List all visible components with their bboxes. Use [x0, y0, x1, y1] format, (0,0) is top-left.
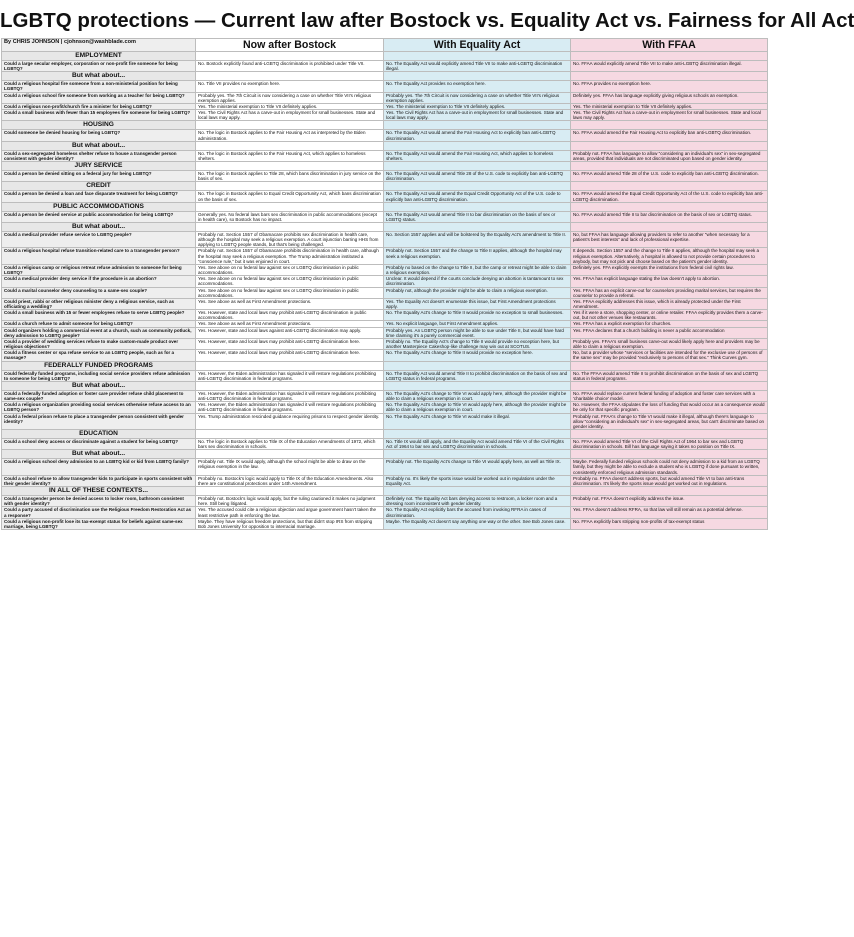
answer-bostock: No. Bostock explicitly found anti-LGBTQ discrimination is prohibited under Title VII. — [196, 61, 384, 72]
answer-ffaa: No. FFAA would amend Title 28 of the U.S. code to explicitly ban anti-LGBTQ discrimination. — [571, 171, 768, 182]
question-cell: Could organizers holding a commercial event at a church, such as community potluck, deny admission to LGBTQ people? — [2, 327, 196, 338]
empty-cell — [196, 182, 384, 191]
question-cell: Could a religious school fire someone from working as a teacher for being LGBTQ? — [2, 92, 196, 103]
section-heading: FEDERALLY FUNDED PROGRAMS — [2, 361, 196, 370]
answer-bostock: Yes. See above as well as First Amendment protections. — [196, 321, 384, 327]
section-heading: CREDIT — [2, 182, 196, 191]
section-row — [2, 429, 768, 438]
answer-ffaa: No. FFAA explicitly bars stripping non-profits of tax-exempt status — [571, 518, 768, 529]
answer-equality-act: Yes. The ministerial exemption to Title VII definitely applies. — [384, 103, 571, 109]
table-row — [2, 248, 768, 264]
answer-bostock: No. The logic in Bostock applies to the Fair Housing Act as interpreted by the Biden administration. — [196, 130, 384, 141]
header-row — [2, 39, 768, 52]
section-heading: But what about... — [2, 141, 196, 150]
question-cell: Could a federal prison refuse to place a transgender person consistent with gender identity? — [2, 413, 196, 429]
section-row — [2, 381, 768, 390]
answer-bostock: Yes. Trump administration rescinded guidance requiring prisons to respect gender identity. — [196, 413, 384, 429]
question-cell: Could a religious hospital fire someone from a non-ministerial position for being LGBTQ? — [2, 81, 196, 92]
table-row — [2, 191, 768, 202]
table-row — [2, 264, 768, 275]
answer-ffaa: Probably not. FFAA doesn't explicitly address the issue. — [571, 496, 768, 507]
answer-ffaa: Yes. The ministerial exemption to Title VII definitely applies. — [571, 103, 768, 109]
question-cell: Could a religious non-profit/church fire a minister for being LGBTQ? — [2, 103, 196, 109]
empty-cell — [196, 162, 384, 171]
answer-bostock: Yes. The ministerial exemption to Title VII definitely applies. — [196, 103, 384, 109]
empty-cell — [571, 72, 768, 81]
table-row — [2, 507, 768, 518]
question-cell: Could a fitness center or spa refuse service to an LGBTQ people, such as for a massage? — [2, 350, 196, 361]
answer-bostock: Probably no. Bostock's logic would apply to Title IX of the Education Amendments. Also there are constitutional protections under 14th Amendment. — [196, 475, 384, 486]
answer-ffaa: Yes. FFAA has explicit language stating the law doesn't apply to abortion. — [571, 276, 768, 287]
question-cell: Could a religious non-profit lose its tax-exempt status for beliefs against same-sex marriage, being LGBTQ? — [2, 518, 196, 529]
empty-cell — [384, 487, 571, 496]
answer-equality-act: No. The Equality Act would amend Title II to prohibit discrimination on the basis of sex and LGBTQ status in federal programs. — [384, 370, 571, 381]
section-heading: JURY SERVICE — [2, 162, 196, 171]
table-body — [2, 39, 768, 530]
column-header-bostock: Now after Bostock — [196, 39, 384, 52]
empty-cell — [571, 182, 768, 191]
table-row — [2, 496, 768, 507]
answer-equality-act: No. The Equality Act would amend the Fair Housing Act, which applies to homeless shelters. — [384, 150, 571, 161]
section-row — [2, 222, 768, 231]
answer-bostock: Probably not. Title IX would apply, although the school might be able to draw on the religious exemption in the law. — [196, 459, 384, 475]
table-row — [2, 459, 768, 475]
section-heading: PUBLIC ACCOMMODATIONS — [2, 202, 196, 211]
table-row — [2, 390, 768, 401]
table-row — [2, 81, 768, 92]
empty-cell — [384, 182, 571, 191]
answer-equality-act: Probably no. It's likely the sports issue would be worked out in regulations under the Equality Act. — [384, 475, 571, 486]
empty-cell — [571, 429, 768, 438]
answer-ffaa: Yes. FFAA declares that a church building is never a public accommodation — [571, 327, 768, 338]
empty-cell — [384, 381, 571, 390]
answer-equality-act: Yes. The Civil Rights Act has a carve-out in employment for small businesses. State and local laws may apply. — [384, 110, 571, 121]
empty-cell — [384, 202, 571, 211]
question-cell: Could a marital counselor deny counseling to a same-sex couple? — [2, 287, 196, 298]
empty-cell — [196, 121, 384, 130]
answer-bostock: Yes. However, state and local laws may prohibit anti-LGBTQ discrimination in public accommodations. — [196, 310, 384, 321]
empty-cell — [196, 52, 384, 61]
section-heading: HOUSING — [2, 121, 196, 130]
section-row — [2, 487, 768, 496]
answer-ffaa: Probably not. FFAA's change to Title VI would make it illegal, although there's language to allow “considering an individual's sex” in sex-segregated areas, but can't discriminate based on gender identity. — [571, 413, 768, 429]
answer-equality-act: Unclear. It would depend if the courts conclude denying an abortion is tantamount to sex discrimination. — [384, 276, 571, 287]
answer-equality-act: No. The Equality Act's change to Title VI would make it illegal. — [384, 413, 571, 429]
table-row — [2, 518, 768, 529]
answer-bostock: No. The logic in Bostock applies to Title IX of the Education Amendments of 1972, which bars sex discrimination in schools. — [196, 438, 384, 449]
empty-cell — [384, 222, 571, 231]
question-cell: Could a large secular employer, corporation or non-profit fire someone for being LGBTQ? — [2, 61, 196, 72]
empty-cell — [571, 450, 768, 459]
empty-cell — [196, 222, 384, 231]
answer-bostock: Yes. See above on no federal law against sex or LGBTQ discrimination in public accommodations. — [196, 264, 384, 275]
table-row — [2, 310, 768, 321]
question-cell: Could federally funded programs, including social service providers refuse admission to someone for being LGBTQ? — [2, 370, 196, 381]
empty-cell — [571, 487, 768, 496]
empty-cell — [196, 381, 384, 390]
table-row — [2, 150, 768, 161]
answer-equality-act: No. The Equality Act's change to Title VI would apply here, although the provider might be able to claim a religious exemption in court. — [384, 402, 571, 413]
answer-equality-act: Probably no. The Equality Act's change to Title II would provide no exception here, but another Masterpiece Cakeshop-like challenge may win out at SCOTUS. — [384, 338, 571, 349]
section-heading: EDUCATION — [2, 429, 196, 438]
empty-cell — [196, 72, 384, 81]
question-cell: Could a federally funded adoption or foster care provider refuse child placement to same-sex couple? — [2, 390, 196, 401]
answer-ffaa: Yes. FFAA explicitly addresses this issue, which is already protected under the First Amendment. — [571, 298, 768, 309]
answer-ffaa: No, but a provider whose “services or facilities are intended for the exclusive use of persons of the same sex” may be provided “exclusively to persons of that sex.” Think Curves gym. — [571, 350, 768, 361]
answer-ffaa: No. FFAA would explicitly amend Title VII to make anti-LGBTQ discrimination illegal. — [571, 61, 768, 72]
section-heading: But what about... — [2, 450, 196, 459]
section-row — [2, 141, 768, 150]
answer-ffaa: Yes. FFAA doesn't address RFRA, so that law will still remain as a potential defense. — [571, 507, 768, 518]
table-row — [2, 211, 768, 222]
column-header-equality-act: With Equality Act — [384, 39, 571, 52]
empty-cell — [571, 141, 768, 150]
answer-ffaa: Yes if it were a store, shopping center, or online retailer. FFAA explicitly provides them a carve-out, but not other venues like restaurants. — [571, 310, 768, 321]
answer-equality-act: Probably not, although the provider might be able to claim a religious exemption. — [384, 287, 571, 298]
comparison-table — [1, 38, 768, 530]
section-row — [2, 450, 768, 459]
answer-equality-act: Probably yes. An LGBTQ person might be able to sue under Title II, but would have hard time claiming it's a purely commercial event. — [384, 327, 571, 338]
answer-bostock: Yes. See above as well as First Amendment protections. — [196, 298, 384, 309]
answer-bostock: Yes. However, the Biden administration has signaled it will restore regulations prohibiting anti-LGBTQ discrimination in federal programs. — [196, 402, 384, 413]
answer-bostock: Yes. See above on no federal law against sex or LGBTQ discrimination in public accommodations. — [196, 287, 384, 298]
empty-cell — [384, 162, 571, 171]
section-heading: But what about... — [2, 381, 196, 390]
section-heading: But what about... — [2, 222, 196, 231]
answer-equality-act: Yes. No explicit language, but First Amendment applies. — [384, 321, 571, 327]
answer-equality-act: No. The Equality Act would explicitly amend Title VII to make anti-LGBTQ discrimination illegal. — [384, 61, 571, 72]
empty-cell — [196, 141, 384, 150]
column-header-ffaa: With FFAA — [571, 39, 768, 52]
answer-ffaa: Definitely yes. FFA explicitly exempts the institutions from federal civil rights law. — [571, 264, 768, 275]
question-cell: Could a religious organization providing social services otherwise refuse access to an LGBTQ person? — [2, 402, 196, 413]
question-cell: Could priest, rabbi or other religious minister deny a religious service, such as officiating a wedding? — [2, 298, 196, 309]
page-title: LGBTQ protections — Current law after Bostock vs. Equality Act vs. Fairness for All Act — [0, 9, 854, 32]
answer-equality-act: Maybe. The Equality Act doesn't say anything one way or the other. See Bob Jones case. — [384, 518, 571, 529]
table-row — [2, 402, 768, 413]
question-cell: Could a small business with 15 or fewer employees refuse to serve LGBTQ people? — [2, 310, 196, 321]
answer-equality-act: No. The Equality Act explicitly bars the accused from invoking RFRA in cases of discrimination. — [384, 507, 571, 518]
answer-ffaa: No. FFAA would amend Title VI of the Civil Rights Act of 1964 to bar sex and LGBTQ discrimination in schools. Bill has language saying it takes no position on Title IX. — [571, 438, 768, 449]
answer-bostock: Yes. However, the Biden administration has signaled it will restore regulations prohibiting anti-LGBTQ discrimination in federal programs. — [196, 370, 384, 381]
answer-equality-act: No. The Equality Act's change to Title II would provide no exception here. — [384, 350, 571, 361]
question-cell: Could a religious hospital refuse transition-related care to a transgender person? — [2, 248, 196, 264]
answer-bostock: No. The logic in Bostock applies to Equal Credit Opportunity Act, which bans discrimination on the basis of sex. — [196, 191, 384, 202]
answer-bostock: Yes. However, state and local laws against anti-LGBTQ discrimination may apply. — [196, 327, 384, 338]
empty-cell — [571, 222, 768, 231]
table-row — [2, 475, 768, 486]
table-row — [2, 130, 768, 141]
answer-ffaa: No, but FFAA has language allowing providers to refer to another “when necessary for a patient's best interests” and lack of professional expertise. — [571, 231, 768, 247]
answer-equality-act: Probably not. Section 1557 and the change to Title II applies, although the hospital may seek a religious exemption. — [384, 248, 571, 264]
table-row — [2, 350, 768, 361]
answer-bostock: No. The logic in Bostock applies to Title 28, which bans discrimination in jury service on the basis of sex. — [196, 171, 384, 182]
question-cell: Could a school refuse to allow transgender kids to participate in sports consistent with their gender identity? — [2, 475, 196, 486]
answer-ffaa: Probably yes. FFAA's small business carve-out would likely apply here and providers may be able to claim a religious exemption. — [571, 338, 768, 349]
answer-equality-act: Probably yes. The 7th Circuit is now considering a case on whether Title VII's religious exemption applies. — [384, 92, 571, 103]
answer-equality-act: No. The Equality Act's change to Title VI would apply here, although the provider might be able to claim a religious exemption in court. — [384, 390, 571, 401]
answer-equality-act: No. The Equality Act would amend Title 28 of the U.S. code to explicitly ban anti-LGBTQ discrimination. — [384, 171, 571, 182]
empty-cell — [196, 487, 384, 496]
table-row — [2, 327, 768, 338]
answer-ffaa: No. However, the FFAA stipulates the loss of funding that would occur as a consequence would be only for that specific program. — [571, 402, 768, 413]
question-cell: Could a person be denied sitting on a federal jury for being LGBTQ? — [2, 171, 196, 182]
answer-bostock: No. Title VII provides no exemption here. — [196, 81, 384, 92]
table-row — [2, 61, 768, 72]
answer-ffaa: It depends. Section 1557 and the change to Title II applies, although the hospital may seek a religious exemption. Alternatively, a hospital is allowed to not provide certain procedures to anybody, but may not pick and choose based on the patient's gender identity. — [571, 248, 768, 264]
answer-bostock: Probably not. Bostock's logic would apply, but the ruling cautioned it makes no judgment here. Still being litigated. — [196, 496, 384, 507]
empty-cell — [384, 429, 571, 438]
question-cell: Could a provider of wedding services refuse to make custom-made product over religious objections? — [2, 338, 196, 349]
answer-equality-act: Definitely not. The Equality Act bars denying access to restroom, a locker room and a dressing room inconsistent with gender identity. — [384, 496, 571, 507]
answer-bostock: Probably not. Section 1557 of Obamacare prohibits sex discrimination in health care, although the hospital may seek a religious exemption. A court injunction barring HHS from applying to LGBTQ people stands, but that's being challenged. — [196, 231, 384, 247]
empty-cell — [384, 52, 571, 61]
empty-cell — [571, 361, 768, 370]
question-cell: Could a transgender person be denied access to locker room, bathroom consistent with gender identity? — [2, 496, 196, 507]
answer-ffaa: No. FFAA would replace current federal funding of adoption and foster care services with a 'charitable choice' model. — [571, 390, 768, 401]
answer-bostock: Yes. However, the Biden administration has signaled it will restore regulations prohibiting anti-LGBTQ discrimination in federal programs. — [196, 390, 384, 401]
empty-cell — [384, 121, 571, 130]
answer-ffaa: Probably no. FFAA doesn't address sports, but would amend Title VI to ban anti-trans discrimination. It's likely the sports issue would get worked out in regulations. — [571, 475, 768, 486]
empty-cell — [384, 361, 571, 370]
question-cell: Could a person be denied a loan and face disparate treatment for being LGBTQ? — [2, 191, 196, 202]
answer-ffaa: Yes. FFAA has a explicit exemption for churches. — [571, 321, 768, 327]
byline: By CHRIS JOHNSON | cjohnson@washblade.com — [2, 39, 196, 52]
question-cell: Could a person be denied service at public accommodation for being LGBTQ? — [2, 211, 196, 222]
empty-cell — [571, 121, 768, 130]
table-row — [2, 370, 768, 381]
answer-equality-act: No. The Equality Act would amend Title II to bar discrimination on the basis of sex or LGBTQ status. — [384, 211, 571, 222]
answer-bostock: Yes. However, state and local laws may prohibit anti-LGBTQ discrimination here. — [196, 350, 384, 361]
answer-bostock: Yes. The Civil Rights Act has a carve-out in employment for small businesses. State and local laws may apply. — [196, 110, 384, 121]
question-cell: Could a school deny access or discriminate against a student for being LGBTQ? — [2, 438, 196, 449]
answer-bostock: Yes. The accused could cite a religious objection and argue government hasn't taken the least restrictive path in enforcing the law. — [196, 507, 384, 518]
answer-ffaa: No. FFAA provides no exemption here. — [571, 81, 768, 92]
empty-cell — [384, 72, 571, 81]
question-cell: Could a medical provider deny service if the procedure is an abortion? — [2, 276, 196, 287]
answer-ffaa: No. The FFAA would amend Title II to prohibit discrimination on the basis of sex and LGBTQ status in federal programs. — [571, 370, 768, 381]
table-row — [2, 110, 768, 121]
answer-equality-act: No. Section 1557 applies and will be bolstered by the Equality Act's amendment to Title II. — [384, 231, 571, 247]
table-row — [2, 287, 768, 298]
question-cell: Could a religious camp or religious retreat refuse admission to someone for being LGBTQ? — [2, 264, 196, 275]
section-heading: EMPLOYMENT — [2, 52, 196, 61]
answer-ffaa: No. FFAA would amend the Fair Housing Act to explicitly ban anti-LGBTQ discrimination. — [571, 130, 768, 141]
question-cell: Could a sex-segregated homeless shelter refuse to house a transgender person consistent with gender identity? — [2, 150, 196, 161]
answer-bostock: Generally yes. No federal laws bars sex discrimination in public accommodations (except in health care), so Bostock has no impact. — [196, 211, 384, 222]
answer-ffaa: Definitely yes. FFAA has language explicitly giving religious schools an exemption. — [571, 92, 768, 103]
answer-equality-act: No. The Equality Act would amend the Fair Housing Act to explicitly ban anti-LGBTQ discrimination. — [384, 130, 571, 141]
table-row — [2, 413, 768, 429]
answer-bostock: No. The logic in Bostock applies to the Fair Housing Act, which applies to homeless shelters. — [196, 150, 384, 161]
empty-cell — [384, 450, 571, 459]
table-row — [2, 338, 768, 349]
answer-equality-act: No. The Equality Act's change to Title II would provide no exception to small businesses. — [384, 310, 571, 321]
empty-cell — [196, 361, 384, 370]
empty-cell — [196, 450, 384, 459]
section-row — [2, 121, 768, 130]
empty-cell — [571, 162, 768, 171]
question-cell: Could a church refuse to admit someone for being LGBTQ? — [2, 321, 196, 327]
question-cell: Could a party accused of discrimination use the Religious Freedom Restoration Act as a response? — [2, 507, 196, 518]
table-row — [2, 231, 768, 247]
answer-ffaa: Maybe. Federally funded religious schools could not deny admission to a kid from an LGBTQ family, but they might be able to exclude a student who is LGBTQ if done pursuant to written, consistently enforced religious admission standards. — [571, 459, 768, 475]
answer-ffaa: Probably not. FFAA has language to allow “considering an individual's sex” in sex-segregated areas, provided that individuals are not discriminated upon based on gender identity. — [571, 150, 768, 161]
answer-bostock: Yes. See above on no federal law against sex or LGBTQ discrimination in public accommodations. — [196, 276, 384, 287]
empty-cell — [571, 381, 768, 390]
section-heading: But what about... — [2, 72, 196, 81]
section-heading: IN ALL OF THESE CONTEXTS... — [2, 487, 196, 496]
question-cell: Could a medical provider refuse service to LGBTQ people? — [2, 231, 196, 247]
question-cell: Could someone be denied housing for being LGBTQ? — [2, 130, 196, 141]
section-row — [2, 202, 768, 211]
table-row — [2, 438, 768, 449]
answer-equality-act: No. The Equality Act provides no exemption here. — [384, 81, 571, 92]
answer-ffaa: No. FFAA would amend Title II to bar discrimination on the basis of sex or LGBTQ status. — [571, 211, 768, 222]
empty-cell — [196, 202, 384, 211]
empty-cell — [384, 141, 571, 150]
answer-ffaa: No. FFAA would amend the Equal Credit Opportunity Act of the U.S. code to explicitly ban anti-LGBTQ discrimination. — [571, 191, 768, 202]
answer-equality-act: Probably no based on the change to Title II, but the camp or retreat might be able to claim a religious exemption. — [384, 264, 571, 275]
answer-bostock: Yes. However, state and local laws may prohibit anti-LGBTQ discrimination here. — [196, 338, 384, 349]
answer-bostock: Maybe. They have religious freedom protections, but that didn't stop IRS from stripping Bob Jones University for opposition to interracial marriage. — [196, 518, 384, 529]
answer-equality-act: Yes. The Equality Act doesn't enumerate this issue, but First Amendment protections apply. — [384, 298, 571, 309]
question-cell: Could a small business with fewer than 15 employees fire someone for being LGBTQ? — [2, 110, 196, 121]
table-row — [2, 298, 768, 309]
answer-equality-act: No. Title IX would still apply, and the Equality Act would amend Title VI of the Civil Rights Act of 1964 to bar sex and LGBTQ discrimination in schools. — [384, 438, 571, 449]
empty-cell — [571, 52, 768, 61]
answer-ffaa: Yes. FFAA has an explicit carve-out for counselors providing marital services, but requires the counselor to provide a referral. — [571, 287, 768, 298]
table-row — [2, 92, 768, 103]
section-row — [2, 52, 768, 61]
answer-equality-act: No. The Equality Act would amend the Equal Credit Opportunity Act of the U.S. code to explicitly ban anti-LGBTQ discrimination. — [384, 191, 571, 202]
table-row — [2, 276, 768, 287]
section-row — [2, 72, 768, 81]
section-row — [2, 162, 768, 171]
answer-bostock: Probably not. Section 1557 of Obamacare prohibits discrimination in health care, although the hospital may seek a religious exemption. The Trump administration instituted a “conscience rule,” but it was enjoined in court. — [196, 248, 384, 264]
question-cell: Could a religious school deny admission to an LGBTQ kid or kid from LGBTQ family? — [2, 459, 196, 475]
section-row — [2, 182, 768, 191]
section-row — [2, 361, 768, 370]
answer-equality-act: Probably not. The Equality Act's change to Title VI would apply here, as well as Title IX. — [384, 459, 571, 475]
answer-bostock: Probably yes. The 7th Circuit is now considering a case on whether Title VII's religious exemption applies. — [196, 92, 384, 103]
empty-cell — [196, 429, 384, 438]
table-row — [2, 171, 768, 182]
empty-cell — [571, 202, 768, 211]
answer-ffaa: Yes. The Civil Rights Act has a carve-out in employment for small businesses. State and local laws may apply. — [571, 110, 768, 121]
